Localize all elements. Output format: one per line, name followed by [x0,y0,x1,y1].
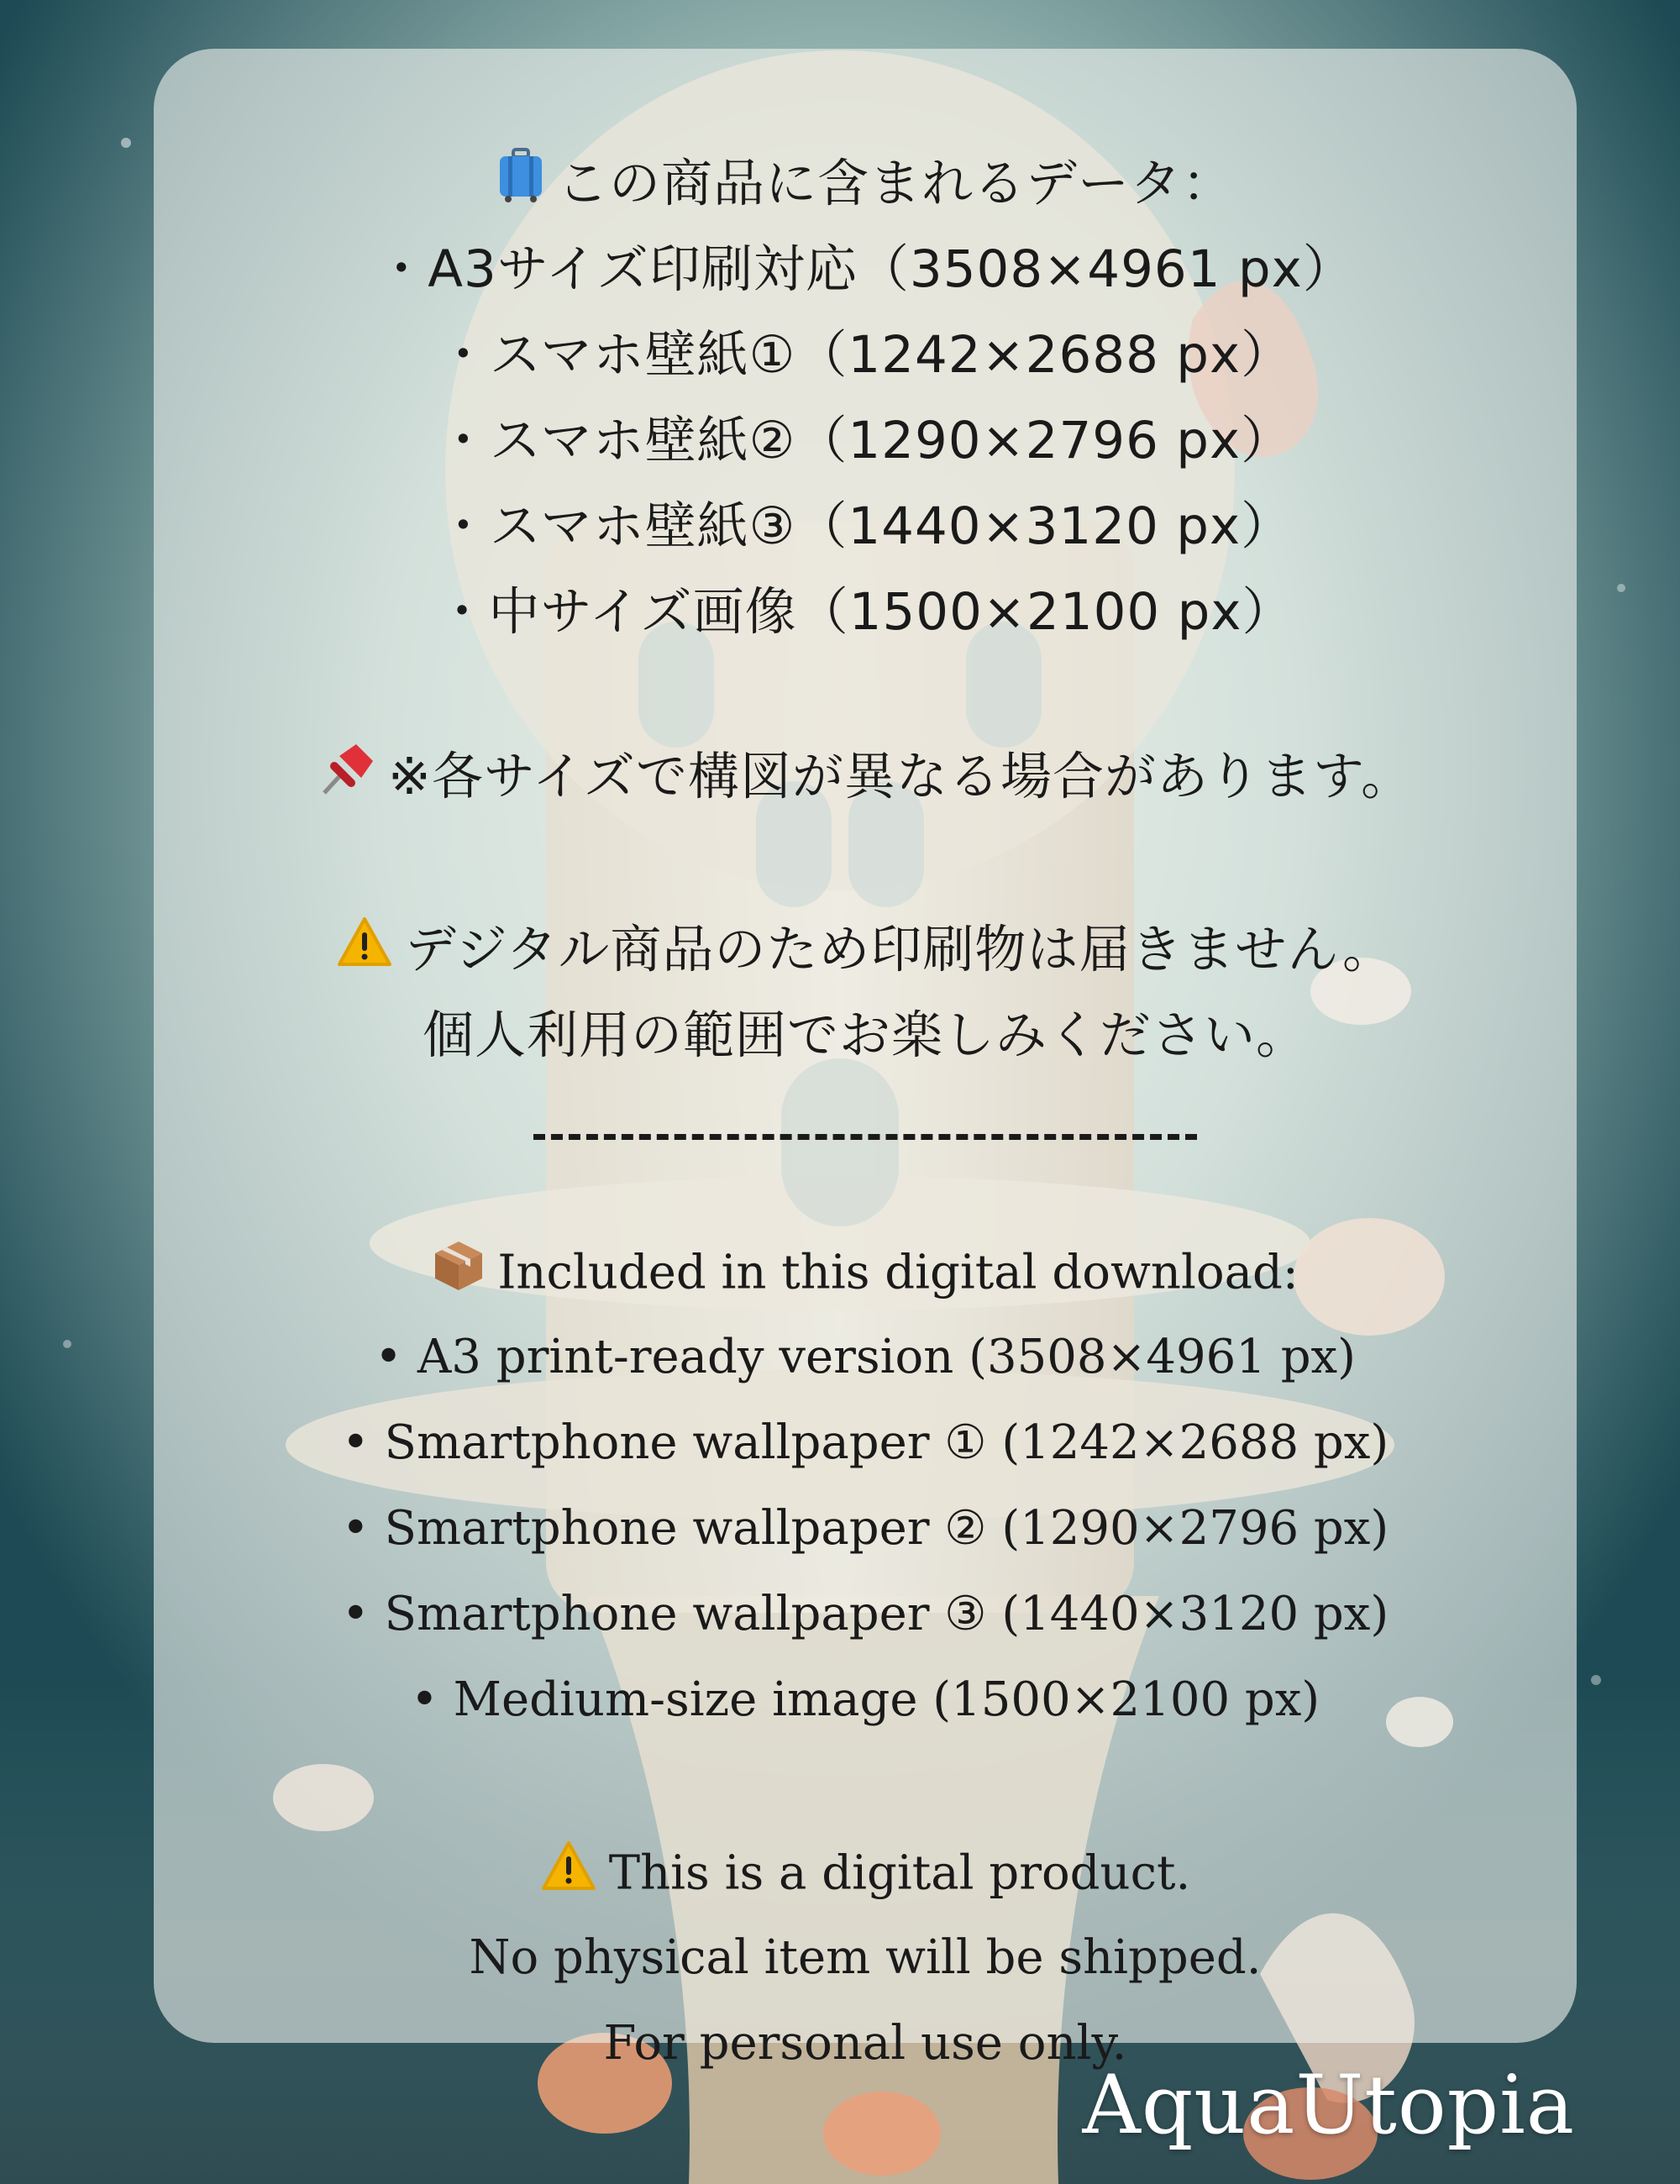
section-divider [533,1134,1197,1140]
en-item: • A3 print-ready version (3508×4961 px) [375,1330,1356,1384]
warning-icon [540,1840,597,1903]
en-heading: Included in this digital download: [497,1245,1299,1300]
en-item: • Medium-size image (1500×2100 px) [410,1672,1320,1727]
pushpin-icon [318,741,376,809]
en-warning-line [154,1845,1577,1908]
warning-icon [336,916,393,980]
jp-note-line [154,736,1577,814]
en-warning-2: No physical item will be shipped. [469,1930,1262,1985]
info-card [154,49,1577,2071]
jp-item: ・A3サイズ印刷対応（3508×4961 px） [375,239,1355,299]
package-icon [432,1238,486,1304]
brand-logo-text: AquaUtopia [1082,2058,1575,2152]
jp-heading-line [154,143,1577,221]
en-warning-1: This is a digital product. [608,1845,1191,1901]
en-heading-line [154,1243,1577,1309]
jp-item: ・スマホ壁紙①（1242×2688 px） [437,325,1294,385]
jp-warning-1: デジタル商品のため印刷物は届きません。 [404,920,1394,979]
jp-item: ・スマホ壁紙③（1440×3120 px） [437,496,1294,556]
jp-warning-line [154,909,1577,985]
jp-item: ・スマホ壁紙②（1290×2796 px） [437,411,1294,470]
en-item: • Smartphone wallpaper ① (1242×2688 px) [341,1415,1389,1470]
jp-note: ※各サイズで構図が異なる場合があります。 [387,747,1414,806]
en-item: • Smartphone wallpaper ② (1290×2796 px) [341,1501,1389,1556]
en-warning-3: For personal use only. [603,2016,1127,2071]
en-item: • Smartphone wallpaper ③ (1440×3120 px) [341,1587,1389,1641]
jp-heading: この商品に含まれるデータ： [556,154,1234,213]
suitcase-icon [496,148,545,216]
jp-item: ・中サイズ画像（1500×2100 px） [436,582,1294,642]
jp-warning-2: 個人利用の範囲でお楽しみください。 [422,1005,1308,1065]
